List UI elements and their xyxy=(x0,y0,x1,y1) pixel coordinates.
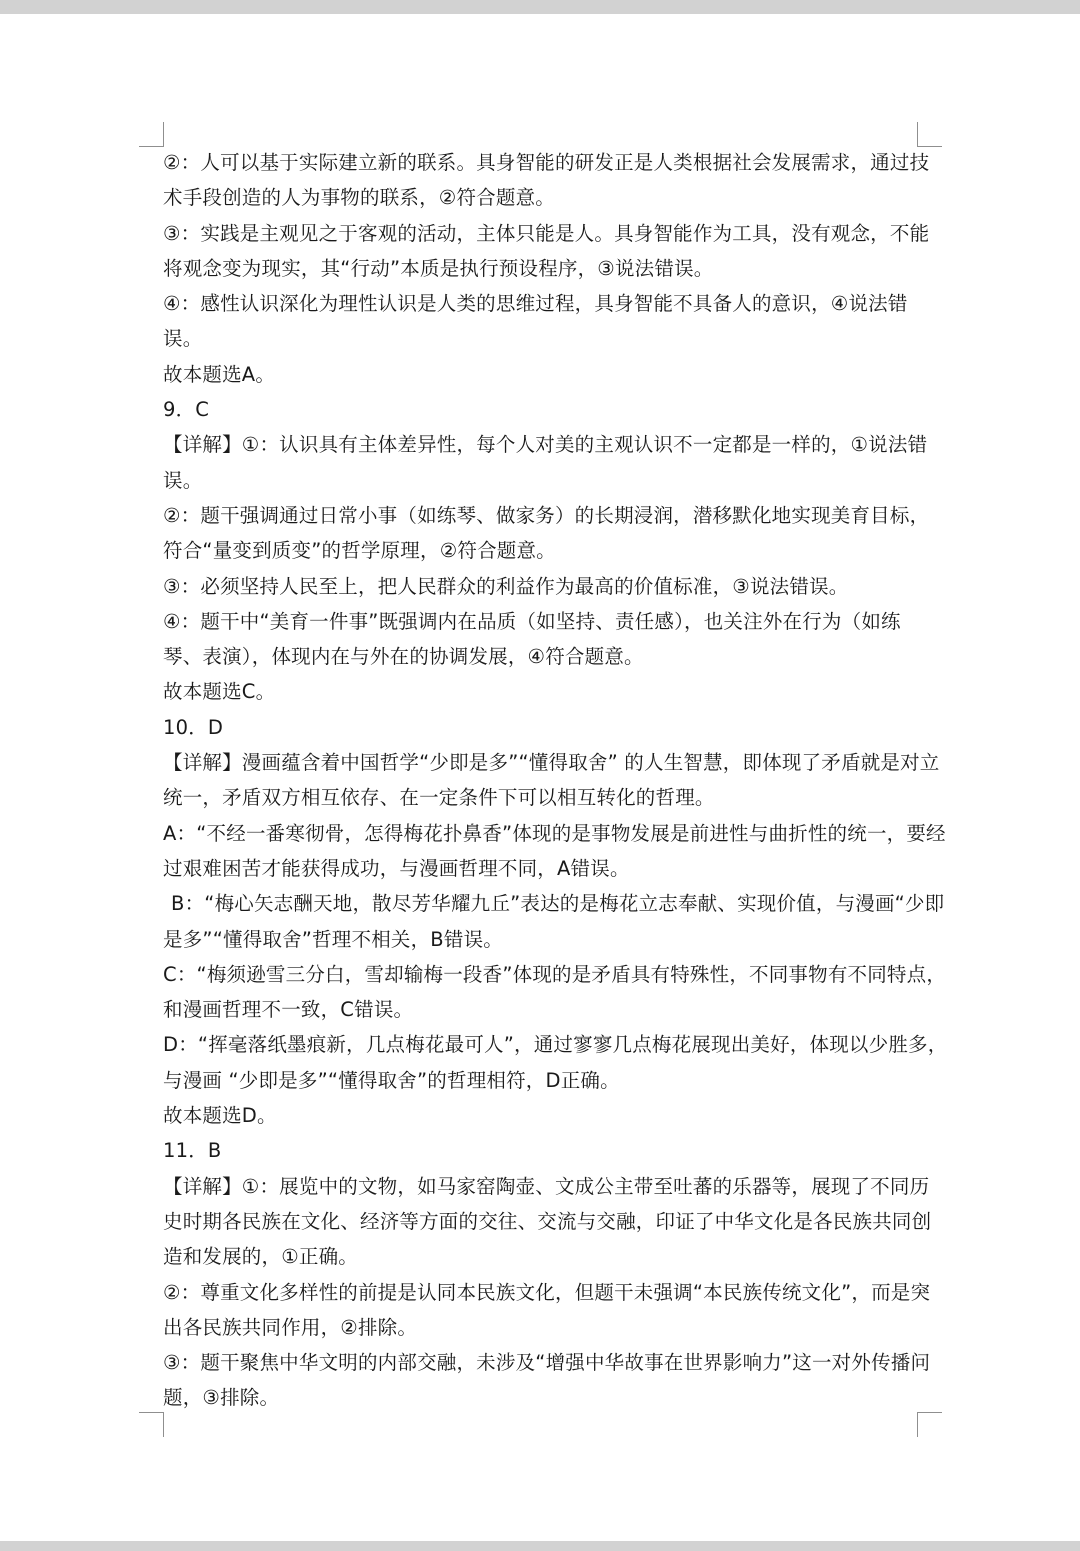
text-line: 和漫画哲理不一致，C错误。 xyxy=(163,998,414,1022)
answer-line: 故本题选C。 xyxy=(163,680,276,704)
question-number: 10．D xyxy=(163,715,224,739)
text-line: 误。 xyxy=(163,468,203,492)
text-line: 题，③排除。 xyxy=(163,1386,280,1410)
text-line: B：“梅心矢志酬天地，散尽芳华耀九丘”表达的是梅花立志奉献、实现价值，与漫画“少即 xyxy=(171,892,945,916)
text-line: ③：实践是主观见之于客观的活动，主体只能是人。具身智能作为工具，没有观念，不能 xyxy=(163,221,930,245)
crop-mark-top-right xyxy=(917,122,942,147)
text-line: 过艰难困苦才能获得成功，与漫画哲理不同，A错误。 xyxy=(163,856,630,880)
text-line: 【详解】漫画蕴含着中国哲学“少即是多”“懂得取舍” 的人生智慧，即体现了矛盾就是对立 xyxy=(163,751,940,775)
text-line: 术手段创造的人为事物的联系，②符合题意。 xyxy=(163,186,555,210)
text-line: A：“不经一番寒彻骨，怎得梅花扑鼻香”体现的是事物发展是前进性与曲折性的统一，要经 xyxy=(163,821,946,845)
document-body xyxy=(163,145,948,1416)
viewer-top-edge xyxy=(0,0,1080,14)
crop-mark-top-left xyxy=(139,122,164,147)
text-line: D：“挥毫落纸墨痕新，几点梅花最可人”，通过寥寥几点梅花展现出美好，体现以少胜多， xyxy=(163,1033,948,1057)
text-line: 【详解】①：认识具有主体差异性，每个人对美的主观认识不一定都是一样的，①说法错 xyxy=(163,433,928,457)
crop-mark-bottom-right xyxy=(917,1412,942,1437)
answer-line: 故本题选A。 xyxy=(163,362,276,386)
text-line: 出各民族共同作用，②排除。 xyxy=(163,1315,418,1339)
question-number: 11．B xyxy=(163,1139,222,1163)
question-number: 9．C xyxy=(163,398,210,422)
text-line: 琴、表演），体现内在与外在的协调发展，④符合题意。 xyxy=(163,645,644,669)
text-line: 统一，矛盾双方相互依存、在一定条件下可以相互转化的哲理。 xyxy=(163,786,715,810)
text-line: 将观念变为现实，其“行动”本质是执行预设程序，③说法错误。 xyxy=(163,256,714,280)
text-line: 误。 xyxy=(163,327,203,351)
text-line: ④：感性认识深化为理性认识是人类的思维过程，具身智能不具备人的意识，④说法错 xyxy=(163,292,908,316)
viewer-bottom-edge xyxy=(0,1541,1080,1551)
text-line: 与漫画 “少即是多”“懂得取舍”的哲理相符，D正确。 xyxy=(163,1068,620,1092)
text-line: 史时期各民族在文化、经济等方面的交往、交流与交融，印证了中华文化是各民族共同创 xyxy=(163,1209,932,1233)
text-line: ②：题干强调通过日常小事（如练琴、做家务）的长期浸润，潜移默化地实现美育目标， xyxy=(163,503,930,527)
text-line: 是多”“懂得取舍”哲理不相关，B错误。 xyxy=(163,927,503,951)
text-line: C：“梅须逊雪三分白，雪却输梅一段香”体现的是矛盾具有特殊性，不同事物有不同特点， xyxy=(163,962,947,986)
text-line: 符合“量变到质变”的哲学原理，②符合题意。 xyxy=(163,539,556,563)
crop-mark-bottom-left xyxy=(139,1412,164,1437)
text-line: ③：题干聚焦中华文明的内部交融，未涉及“增强中华故事在世界影响力”这一对外传播问 xyxy=(163,1351,931,1375)
text-line: ②：人可以基于实际建立新的联系。具身智能的研发正是人类根据社会发展需求，通过技 xyxy=(163,151,930,174)
text-line: ②：尊重文化多样性的前提是认同本民族文化，但题干未强调“本民族传统文化”，而是突 xyxy=(163,1280,931,1304)
text-line: ④：题干中“美育一件事”既强调内在品质（如坚持、责任感），也关注外在行为（如练 xyxy=(163,609,901,633)
text-line: 【详解】①：展览中的文物，如马家窑陶壶、文成公主带至吐蕃的乐器等，展现了不同历 xyxy=(163,1174,930,1198)
text-line: 造和发展的，①正确。 xyxy=(163,1245,358,1269)
text-line: ③：必须坚持人民至上，把人民群众的利益作为最高的价值标准，③说法错误。 xyxy=(163,574,849,598)
answer-line: 故本题选D。 xyxy=(163,1104,277,1128)
